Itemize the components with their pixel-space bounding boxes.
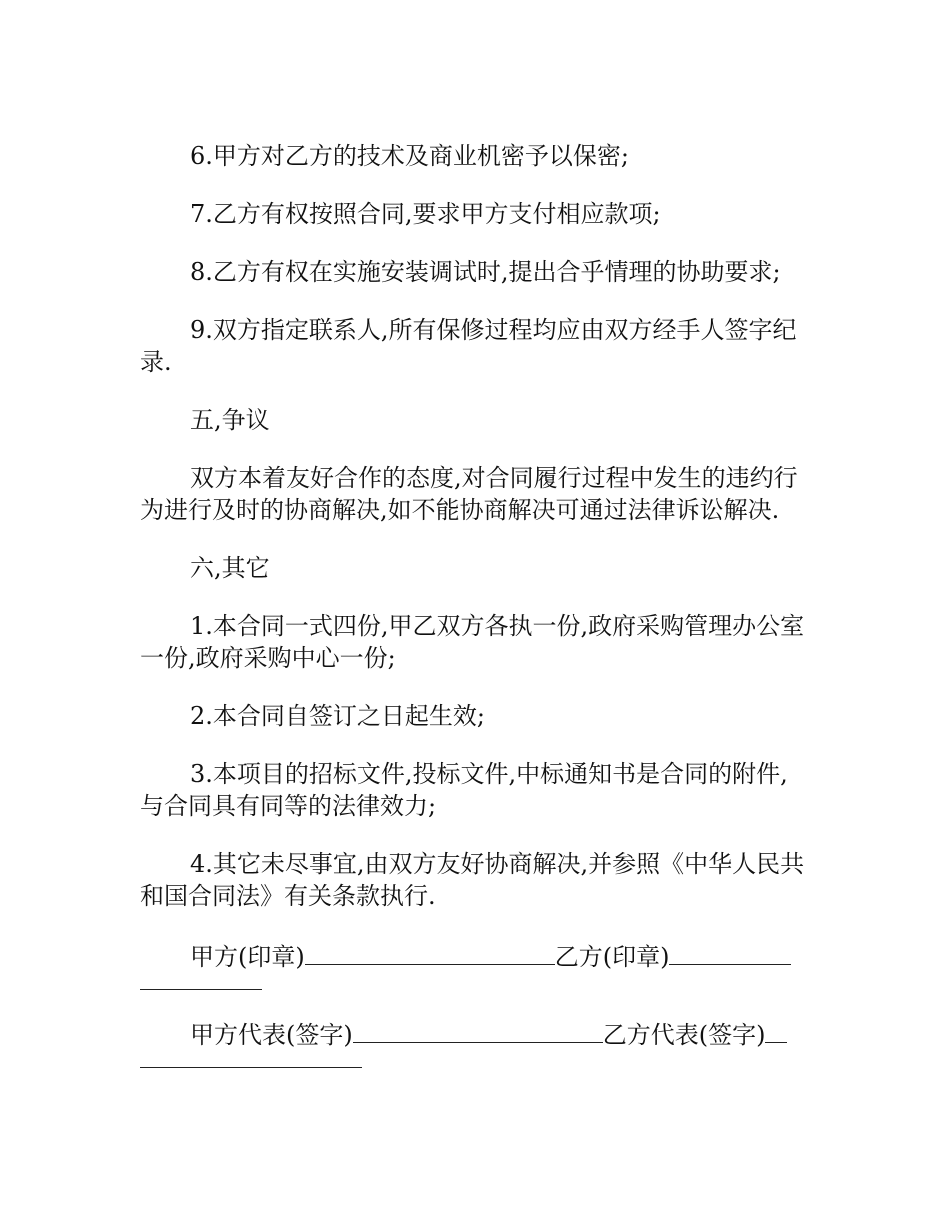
party-a-rep-label: 甲方代表(签字)	[190, 1021, 353, 1049]
party-b-seal-label: 乙方(印章)	[554, 943, 670, 971]
section-heading-dispute: 五,争议	[190, 406, 270, 434]
party-b-rep-label: 乙方代表(签字)	[602, 1021, 766, 1049]
clause-6: 6.甲方对乙方的技术及商业机密予以保密;	[190, 142, 629, 170]
party-a-seal-label: 甲方(印章)	[190, 943, 305, 971]
party-b-seal-line-continued	[140, 973, 262, 990]
clause-8: 8.乙方有权在实施安装调试时,提出合乎情理的协助要求;	[190, 258, 781, 286]
other-clause-4: 4.其它未尽事宜,由双方友好协商解决,并参照《中华人民共和国合同法》有关条款执行.	[140, 850, 805, 910]
other-clause-1: 1.本合同一式四份,甲乙双方各执一份,政府采购管理办公室一份,政府采购中心一份;	[140, 612, 805, 672]
other-clause-2: 2.本合同自签订之日起生效;	[190, 702, 485, 730]
representative-signature-row	[140, 1016, 810, 1068]
section-heading-other: 六,其它	[190, 554, 270, 582]
other-clause-3: 3.本项目的招标文件,投标文件,中标通知书是合同的附件,与合同具有同等的法律效力;	[140, 760, 788, 820]
document-page	[140, 140, 810, 1094]
party-a-seal-line[interactable]	[305, 938, 555, 965]
party-b-rep-line-continued	[140, 1051, 362, 1068]
clause-7: 7.乙方有权按照合同,要求甲方支付相应款项;	[190, 200, 661, 228]
party-a-rep-line[interactable]	[353, 1016, 603, 1043]
seal-signature-row	[140, 938, 810, 990]
dispute-text: 双方本着友好合作的态度,对合同履行过程中发生的违约行为进行及时的协商解决,如不能协商解决可通过法律诉讼解决.	[140, 464, 798, 524]
clause-9: 9.双方指定联系人,所有保修过程均应由双方经手人签字纪录.	[140, 316, 797, 376]
party-b-seal-line[interactable]	[669, 938, 791, 965]
party-b-rep-line[interactable]	[765, 1016, 787, 1043]
